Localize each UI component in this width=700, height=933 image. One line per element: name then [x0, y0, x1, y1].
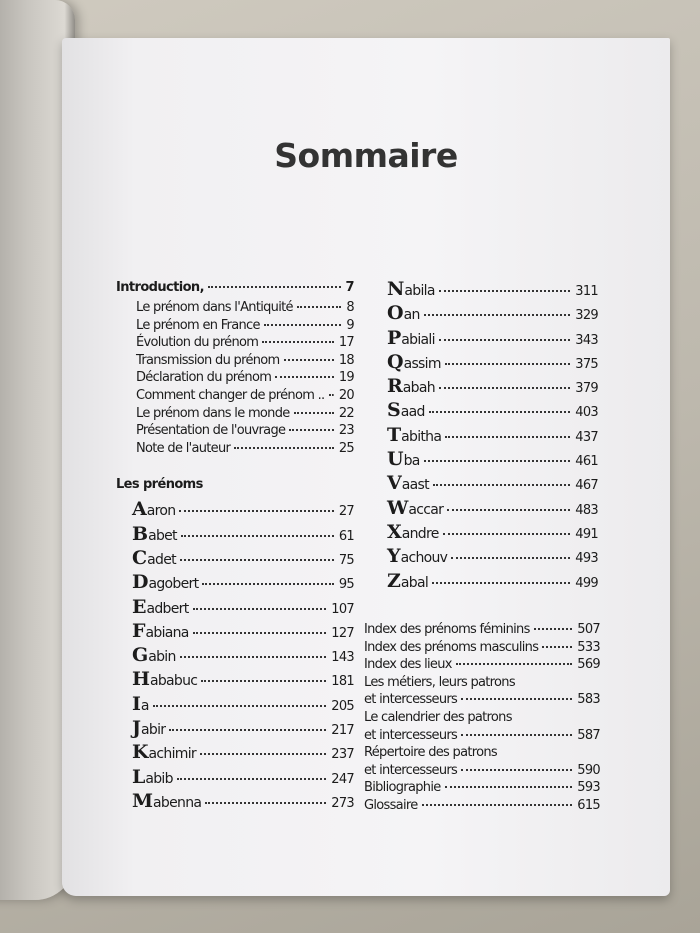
toc-name-entry [116, 790, 354, 814]
leader-dots [461, 734, 572, 736]
drop-initial: F [132, 619, 146, 642]
leader-dots [153, 705, 327, 707]
toc-page-number: 17 [338, 335, 354, 351]
drop-initial: O [387, 302, 404, 325]
toc-name-entry [387, 375, 598, 399]
toc-label: Les métiers, leurs patrons [364, 674, 515, 690]
toc-name-rest: ababuc [149, 673, 198, 690]
leader-dots [424, 314, 571, 316]
toc-intro-entry [116, 370, 354, 388]
toc-name-entry [387, 424, 598, 448]
toc-appendix-line [364, 728, 600, 746]
drop-initial: C [132, 546, 148, 569]
toc-name-label [387, 375, 435, 397]
toc-label: et intercesseurs [364, 692, 458, 708]
toc-name-label [132, 693, 149, 715]
toc-label: Index des prénoms masculins [364, 639, 539, 655]
leader-dots [445, 786, 573, 788]
toc-page-number: 181 [331, 674, 354, 690]
toc-page-number: 25 [338, 440, 354, 456]
toc-name-rest: abir [141, 722, 166, 739]
drop-initial: D [132, 571, 149, 594]
leader-dots [424, 460, 571, 462]
toc-page-number: 467 [575, 478, 598, 494]
toc-intro-entry [116, 318, 354, 336]
toc-name-entry [116, 644, 354, 668]
toc-intro-entry [116, 423, 354, 441]
toc-label: Index des prénoms féminins [364, 622, 530, 637]
toc-label: Répertoire des patrons [364, 745, 497, 761]
toc-page-number: 590 [577, 762, 600, 778]
toc-name-rest: achimir [148, 746, 196, 763]
leader-dots [432, 582, 570, 584]
toc-label: Le calendrier des patrons [364, 709, 512, 725]
drop-initial: R [387, 375, 403, 398]
toc-appendix-line [364, 692, 600, 710]
toc-page-number: 403 [575, 405, 598, 421]
leader-dots [193, 632, 327, 634]
toc-appendix-entry [364, 640, 600, 658]
toc-name-rest: abila [404, 283, 435, 299]
toc-name-label [132, 741, 196, 763]
toc-appendix-entry [364, 780, 600, 798]
leader-dots [234, 447, 334, 449]
toc-label: et intercesseurs [364, 727, 458, 743]
toc-page-number: 23 [338, 423, 354, 439]
toc-name-label [387, 399, 425, 421]
drop-initial: M [132, 789, 154, 812]
toc-appendix-entry [364, 798, 600, 816]
toc-appendix-entry [364, 710, 600, 745]
drop-initial: K [132, 741, 149, 764]
toc-name-rest: aast [401, 477, 429, 494]
toc-name-entry [387, 497, 598, 521]
toc-intro-entry [116, 300, 354, 318]
leader-dots [542, 646, 572, 648]
toc-appendix-line [364, 710, 600, 728]
leader-dots [443, 533, 571, 535]
toc-name-label [387, 278, 435, 300]
toc-name-label [132, 523, 177, 545]
toc-page-number: 9 [346, 317, 354, 333]
toc-appendix-line [364, 640, 600, 658]
toc-name-label [132, 596, 189, 618]
toc-name-entry [116, 766, 354, 790]
toc-appendix-entry [364, 657, 600, 675]
toc-name-entry [116, 741, 354, 765]
toc-name-rest: achouv [400, 550, 448, 567]
toc-page-number: 18 [338, 352, 354, 368]
toc-name-rest: abal [400, 574, 429, 591]
toc-name-rest: abet [148, 527, 177, 544]
drop-initial: U [387, 448, 404, 471]
toc-name-label [387, 521, 439, 543]
toc-name-rest: assim [403, 355, 441, 372]
toc-label: Transmission du prénom [136, 352, 280, 368]
toc-name-rest: agobert [148, 576, 199, 593]
toc-page-number: 273 [331, 795, 354, 811]
toc-label: Glossaire [364, 797, 418, 813]
toc-intro-entry [116, 388, 354, 406]
leader-dots [169, 729, 326, 731]
leader-dots [289, 429, 334, 431]
toc-label: Le prénom en France [136, 317, 260, 333]
drop-initial: X [387, 520, 402, 543]
toc-name-entry [387, 448, 598, 472]
toc-name-label [132, 717, 165, 739]
toc-name-label [387, 327, 435, 349]
toc-name-entry [387, 351, 598, 375]
toc-label: Évolution du prénom [136, 335, 259, 351]
toc-page-number: 375 [575, 356, 598, 372]
toc-page-number: 75 [338, 552, 354, 568]
toc-name-rest: aad [400, 404, 425, 421]
leader-dots [193, 608, 327, 610]
toc-page-number: 237 [331, 747, 354, 763]
toc-intro-entry [116, 353, 354, 371]
leader-dots [179, 510, 333, 512]
toc-name-label [387, 448, 420, 470]
toc-page-number: 507 [577, 622, 600, 637]
toc-name-entry [116, 620, 354, 644]
toc-names-right-list [387, 278, 598, 594]
toc-appendix-line [364, 675, 600, 693]
leader-dots [439, 290, 571, 292]
leader-dots [461, 769, 572, 771]
toc-name-label [387, 302, 420, 324]
toc-page-number: 143 [331, 650, 354, 666]
leader-dots [445, 363, 571, 365]
toc-name-entry [387, 302, 598, 326]
toc-page-number: 533 [577, 639, 600, 655]
toc-name-entry [387, 570, 598, 594]
toc-name-rest: abiana [145, 624, 189, 641]
toc-name-label [387, 351, 441, 373]
toc-page-number: 499 [575, 575, 598, 591]
toc-name-label [387, 545, 447, 567]
toc-appendix-entry [364, 675, 600, 710]
toc-name-label [132, 620, 189, 642]
toc-left-column [116, 280, 354, 814]
toc-page-number: 22 [338, 405, 354, 421]
leader-dots [297, 306, 342, 308]
toc-label: Déclaration du prénom [136, 370, 272, 386]
toc-name-entry [387, 327, 598, 351]
toc-name-rest: abenna [153, 794, 202, 811]
toc-page-number: 437 [575, 429, 598, 445]
toc-page-number: 461 [575, 454, 598, 470]
leader-dots [264, 324, 342, 326]
leader-dots [181, 535, 334, 537]
toc-name-rest: accar [408, 501, 444, 518]
toc-name-label [132, 790, 201, 812]
toc-page-number: 20 [338, 387, 354, 403]
toc-page-number: 491 [575, 526, 598, 542]
toc-intro-entry [116, 335, 354, 353]
leader-dots [294, 412, 334, 414]
toc-page-number: 107 [331, 601, 354, 617]
toc-page-number: 247 [331, 771, 354, 787]
leader-dots [262, 341, 334, 343]
drop-initial: B [132, 522, 149, 545]
toc-page-number: 27 [338, 504, 354, 520]
leader-dots [422, 804, 573, 806]
toc-name-rest: adbert [146, 600, 189, 617]
drop-initial: E [132, 595, 147, 618]
toc-name-label [132, 498, 175, 520]
toc-label: Index des lieux [364, 657, 452, 673]
toc-name-rest: a [140, 697, 149, 714]
leader-dots [200, 753, 326, 755]
leader-dots [433, 484, 570, 486]
toc-page-number: 7 [345, 280, 354, 295]
toc-intro-list [116, 300, 354, 458]
drop-initial: G [132, 644, 149, 667]
leader-dots [447, 509, 570, 511]
toc-name-label [387, 497, 443, 519]
drop-initial: T [387, 423, 402, 446]
toc-name-entry [387, 545, 598, 569]
drop-initial: L [132, 765, 146, 788]
toc-appendix-line [364, 798, 600, 816]
toc-name-label [387, 472, 429, 494]
toc-name-rest: abitha [401, 428, 442, 445]
toc-name-rest: abiali [401, 331, 435, 348]
toc-name-rest: abin [148, 649, 176, 666]
toc-page-number: 61 [338, 528, 354, 544]
toc-name-label [132, 571, 198, 593]
toc-name-label [387, 570, 428, 592]
toc-label: Le prénom dans le monde [136, 405, 290, 421]
toc-label: et intercesseurs [364, 762, 458, 778]
toc-name-label [132, 644, 176, 666]
toc-name-label [387, 424, 441, 446]
toc-appendix-line [364, 622, 600, 640]
toc-name-rest: ba [403, 453, 420, 470]
toc-page-number: 329 [575, 308, 598, 324]
toc-name-rest: andre [401, 525, 439, 542]
toc-name-label [132, 547, 176, 569]
toc-name-entry [116, 571, 354, 595]
toc-name-entry [116, 596, 354, 620]
leader-dots [177, 778, 326, 780]
toc-page-number: 205 [331, 698, 354, 714]
leader-dots [201, 680, 326, 682]
toc-name-rest: abah [402, 380, 435, 397]
toc-appendix-line [364, 657, 600, 675]
toc-label: Le prénom dans l'Antiquité [136, 300, 293, 315]
leader-dots [439, 387, 570, 389]
leader-dots [205, 802, 326, 804]
toc-appendix-entry [364, 745, 600, 780]
toc-name-rest: an [403, 307, 420, 324]
toc-page-number: 379 [575, 381, 598, 397]
toc-name-entry [387, 399, 598, 423]
drop-initial: Z [387, 569, 401, 592]
toc-intro-heading [116, 280, 354, 300]
drop-initial: I [132, 692, 141, 715]
toc-name-entry [387, 521, 598, 545]
toc-intro-entry [116, 406, 354, 424]
leader-dots [429, 411, 571, 413]
toc-label: Comment changer de prénom .. [136, 387, 325, 403]
toc-label: Présentation de l'ouvrage [136, 423, 286, 439]
toc-page-number: 8 [346, 300, 354, 315]
toc-name-entry [116, 717, 354, 741]
toc-name-entry [116, 498, 354, 522]
toc-label: Bibliographie [364, 780, 441, 796]
toc-name-entry [116, 547, 354, 571]
leader-dots [456, 663, 573, 665]
toc-page-number: 483 [575, 502, 598, 518]
toc-name-label [132, 766, 173, 788]
book-page [62, 38, 670, 896]
toc-page-number: 127 [331, 625, 354, 641]
toc-name-rest: aron [146, 503, 176, 520]
toc-appendix [364, 622, 600, 816]
drop-initial: W [387, 496, 409, 519]
toc-name-rest: abib [145, 770, 173, 787]
toc-name-entry [116, 668, 354, 692]
toc-label: Introduction, [116, 280, 204, 295]
toc-names-heading: Les prénoms [116, 477, 203, 493]
leader-dots [461, 698, 572, 700]
toc-intro-entry [116, 441, 354, 459]
leader-dots [445, 436, 570, 438]
page-title: Sommaire [274, 136, 458, 175]
drop-initial: P [387, 326, 402, 349]
toc-name-entry [387, 278, 598, 302]
toc-name-entry [116, 693, 354, 717]
toc-name-entry [116, 523, 354, 547]
toc-page-number: 615 [577, 797, 600, 813]
toc-page-number: 569 [577, 657, 600, 673]
toc-name-entry [387, 472, 598, 496]
toc-page-number: 593 [577, 780, 600, 796]
drop-initial: H [132, 668, 150, 691]
leader-dots [180, 559, 334, 561]
leader-dots [208, 286, 341, 288]
leader-dots [451, 557, 570, 559]
leader-dots [439, 339, 570, 341]
toc-name-label [132, 668, 197, 690]
drop-initial: V [387, 472, 402, 495]
leader-dots [284, 359, 334, 361]
toc-appendix-line [364, 745, 600, 763]
drop-initial: A [132, 498, 147, 521]
drop-initial: J [132, 717, 141, 740]
toc-page-number: 343 [575, 332, 598, 348]
drop-initial: N [387, 278, 405, 300]
leader-dots [534, 628, 573, 630]
drop-initial: Y [387, 545, 401, 568]
drop-initial: S [387, 399, 401, 422]
toc-appendix-entry [364, 622, 600, 640]
toc-page-number: 19 [338, 370, 354, 386]
leader-dots [275, 376, 334, 378]
toc-name-rest: adet [147, 551, 176, 568]
toc-right-column [387, 278, 598, 594]
toc-page-number: 583 [577, 692, 600, 708]
toc-page-number: 95 [338, 577, 354, 593]
leader-dots [180, 656, 327, 658]
toc-page-number: 311 [575, 284, 598, 299]
toc-appendix-line [364, 763, 600, 781]
toc-names-left-list [116, 498, 354, 814]
toc-label: Note de l'auteur [136, 440, 231, 456]
toc-appendix-line [364, 780, 600, 798]
leader-dots [329, 394, 334, 396]
toc-page-number: 587 [577, 727, 600, 743]
toc-page-number: 217 [331, 723, 354, 739]
leader-dots [202, 583, 333, 585]
drop-initial: Q [387, 350, 404, 373]
toc-page-number: 493 [575, 551, 598, 567]
